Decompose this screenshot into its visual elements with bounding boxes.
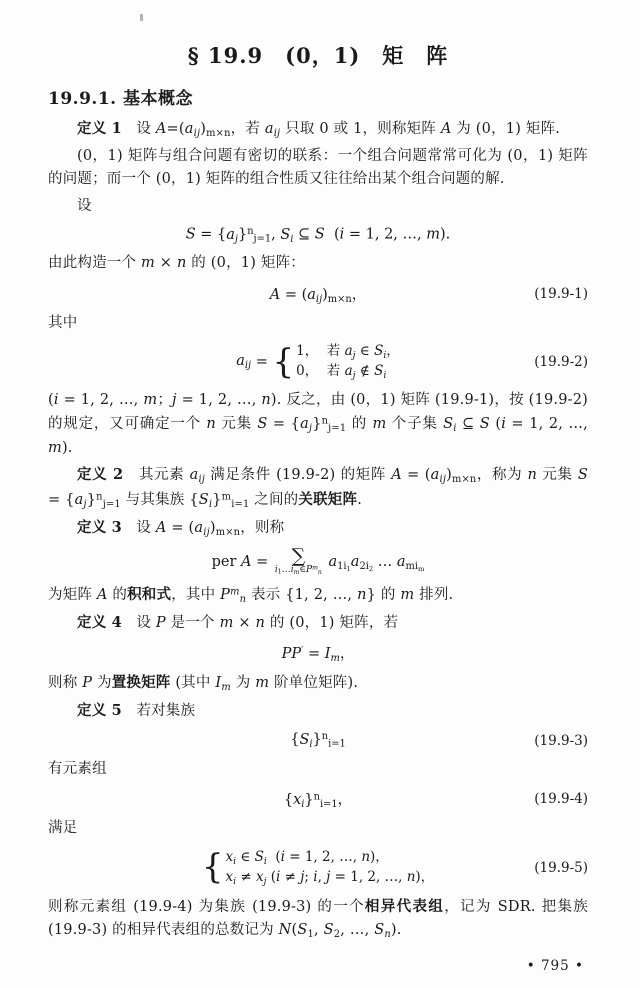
definition-4-label: 定义 4: [77, 613, 122, 631]
section-heading: 19.9.1. 基本概念: [48, 89, 193, 109]
page-number: • 795 •: [526, 958, 584, 974]
equation-19-9-5-body: [202, 848, 434, 888]
qizhong-paragraph: 其中: [48, 314, 78, 331]
equation-19-9-5-cases: [225, 848, 434, 888]
scan-artifact: [140, 14, 143, 21]
definition-2-paragraph: 定义 2 其元素 $a_{ij}$ 满足条件 (19.9-2) 的矩阵 $A = (a_{ij})_{m\times n}$，称为 n 元集 $S = \{a_j\}^n_{j=1}$ 与其集族 $\{S_i\}^m_{i=1}$ 之间的关联矩阵.: [48, 466, 588, 511]
equation-19-9-5: [48, 848, 588, 888]
definition-2-label: 定义 2: [77, 466, 124, 484]
summation-symbol: [274, 545, 322, 576]
manzu-paragraph: 满足: [48, 820, 78, 837]
equation-pp-transpose-body: $PP' = I_m$，: [281, 645, 355, 665]
definition-3-paragraph: 定义 3 设 $A = (a_{ij})_{m\times n}$，则称: [77, 519, 285, 539]
equation-19-9-2-body: $a_{ij}$ = { 1， 若 $a_j$ ∈ $S_i$， 0， 若 $a_j$ ∉ $S_i$: [236, 341, 400, 382]
equation-19-9-3-number: (19.9-3): [534, 732, 588, 749]
equation-19-9-1-body: $A = (a_{ij})_{m\times n}$，: [269, 286, 367, 305]
equation-19-9-2-case-1: 1， 若 $a_j$ ∈ $S_i$，: [296, 343, 400, 362]
equation-set-definition: [48, 225, 588, 245]
definition-3-label: 定义 3: [77, 519, 122, 537]
equation-19-9-4-body: $\{x_i\}^n_{i=1}$，: [283, 791, 353, 811]
page-title: § 19.9 (0，1) 矩 阵: [187, 43, 449, 68]
final-paragraph: 则称元素组 (19.9-4) 为集族 (19.9-3) 的一个相异代表组，记为 SDR. 把集族 (19.9-3) 的相异代表组的总数记为 $N(S_1$, $S_2$, …, $S_n$).: [48, 897, 588, 941]
definition-1-paragraph: 定义 1 设 $A=(a_{ij})_{m\times n}$，若 $a_{ij}$ 只取 0 或 1，则称矩阵 A 为 (0，1) 矩阵.: [77, 120, 561, 139]
left-brace-glyph: {: [272, 341, 295, 382]
equation-19-9-3-body: $\{S_i\}^n_{i=1}$: [290, 731, 346, 750]
equation-19-9-1-number: (19.9-1): [534, 285, 588, 302]
range-paragraph: (i = 1, 2, …, m；j = 1, 2, …, n). 反之，由 (0，1) 矩阵 (19.9-1)，按 (19.9-2) 的规定，又可确定一个 n 元集 $S = \{a_j\}^n_{j=1}$ 的 m 个子集 $S_i$ ⊆ S (i = 1, 2, …, m).: [48, 392, 589, 456]
summation-index: $i_1\dots i_m\in P^m_n$: [274, 564, 322, 576]
construct-paragraph: 由此构造一个 m × n 的 (0，1) 矩阵：: [48, 255, 305, 272]
equation-set-body: $S = \{a_j\}^n_{j=1}$, $S_i$ ⊆ S (i = 1, 2, …, m).: [185, 226, 451, 245]
equation-permanent-body: per A = ∑ $i_1\dots i_m\in P^m_n$ $a_{1i_1}a_{2i_2}$ … $a_{mi_m}$: [211, 545, 425, 576]
definition-5-label: 定义 5: [77, 702, 122, 720]
equation-19-9-2: [48, 342, 588, 382]
equation-19-9-3: [48, 731, 588, 751]
elements-paragraph: 有元素组: [48, 760, 107, 777]
equation-19-9-2-number: (19.9-2): [534, 354, 588, 371]
left-brace-glyph-2: {: [201, 847, 224, 888]
equation-19-9-5-case-1: $x_i$ ∈ $S_i$ (i = 1, 2, …, n)，: [225, 848, 389, 867]
definition-1-label: 定义 1: [77, 120, 122, 137]
equation-19-9-5-number: (19.9-5): [534, 859, 588, 876]
equation-19-9-2-case-2: 0， 若 $a_j$ ∉ $S_i$: [296, 363, 387, 382]
sigma-glyph: ∑: [291, 545, 306, 568]
equation-permanent: [48, 545, 588, 576]
equation-pp-transpose: [48, 642, 588, 664]
permanent-after-paragraph: 为矩阵 A 的积和式，其中 $P^m_n$ 表示 {1, 2, …, n} 的 m 排列.: [48, 585, 454, 605]
definition-5-paragraph: 定义 5 若对集族: [77, 702, 196, 720]
equation-19-9-4: [48, 788, 588, 810]
equation-19-9-2-cases: [296, 342, 400, 382]
equation-19-9-5-case-2: $x_i \ne x_j$ (i ≠ j; i, j = 1, 2, …, n)，: [225, 868, 435, 887]
definition-4-paragraph: 定义 4 设 P 是一个 m × n 的 (0，1) 矩阵，若: [77, 613, 399, 631]
intro-paragraph: (0，1) 矩阵与组合问题有密切的联系：一个组合问题常常可化为 (0，1) 矩阵的问题；而一个 (0，1) 矩阵的组合性质又往往给出某个组合问题的解.: [48, 147, 588, 188]
equation-19-9-1: [48, 283, 588, 305]
definition-4-after-paragraph: 则称 P 为置换矩阵 (其中 $I_m$ 为 m 阶单位矩阵).: [48, 674, 359, 694]
equation-19-9-4-number: (19.9-4): [534, 791, 588, 808]
she-paragraph: 设: [77, 197, 92, 214]
